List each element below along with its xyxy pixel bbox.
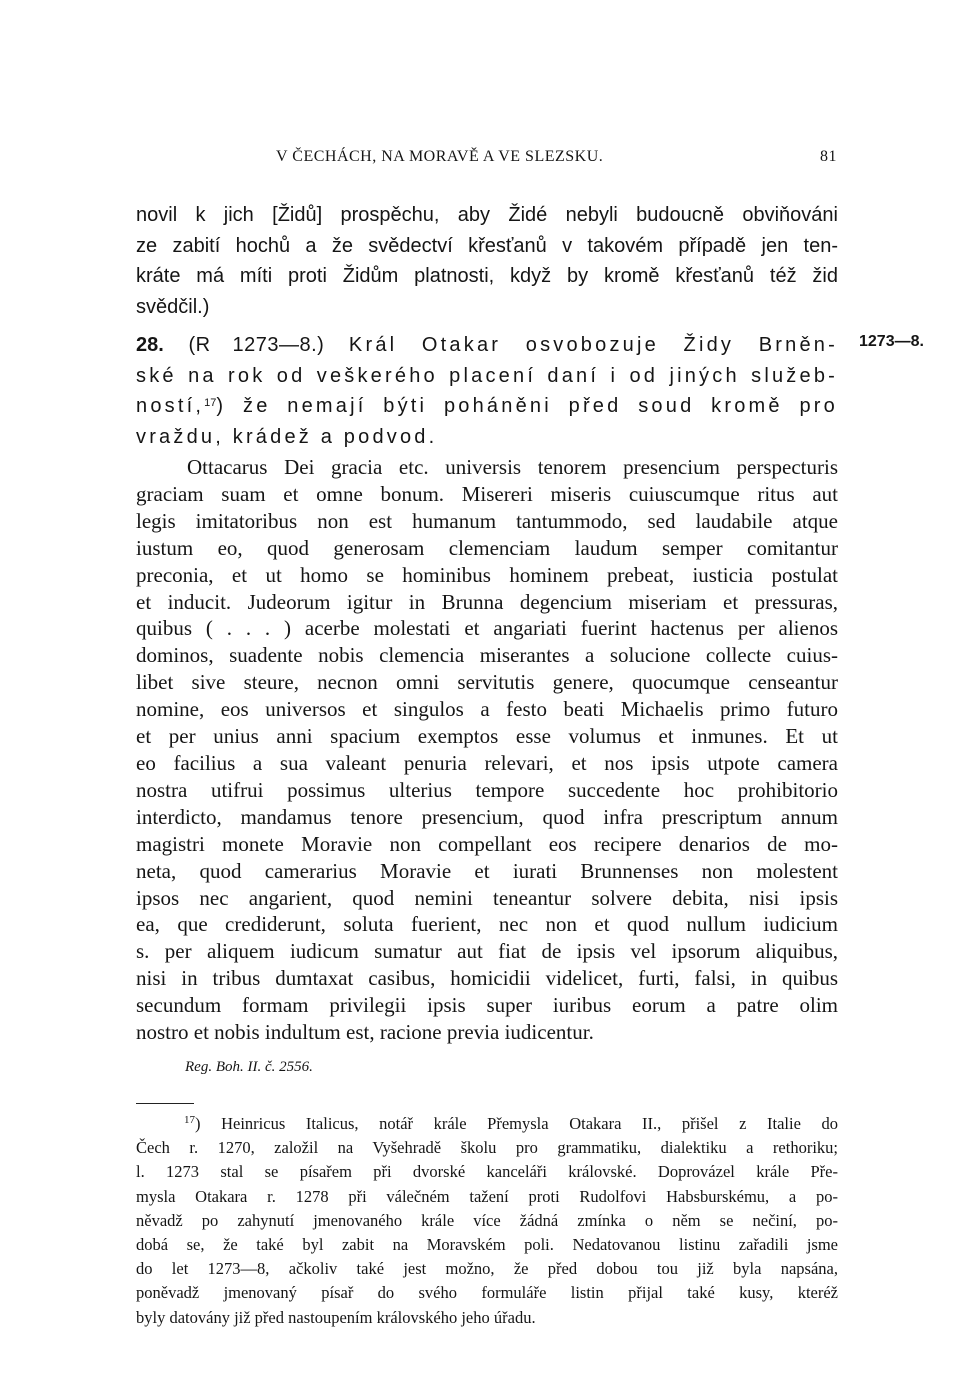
text-line: nisi in tribus dumtaxat casibus, homicidii videlicet, furti, falsi, in quibus	[136, 966, 838, 991]
text-line: svědčil.)	[136, 295, 210, 318]
footnote-line: do let 1273—8, ačkoliv také jest možno, že před dobou tou již byla napsána,	[136, 1259, 838, 1279]
regest-text: Král Otakar osvobozuje Židy Brněn-	[348, 334, 838, 356]
text-line: nostra utifrui possimus ulterius tempore succedente hoc prohibitorio	[136, 777, 838, 802]
footnote-line: poněvadž jmenovaný písař do svého formuláře listin přijal také kusy, kteréž	[136, 1283, 838, 1303]
text-line: s. per aliquem iudicum sumatur aut fiat de ipsis vel ipsorum aliquibus,	[136, 939, 838, 964]
margin-date: 1273—8.	[859, 333, 924, 350]
running-title: V ČECHÁCH, NA MORAVĚ A VE SLEZSKU.	[276, 148, 604, 165]
regest-reference: (R 1273—8.)	[188, 334, 325, 356]
text-line: novil k jich [Židů] prospěchu, aby Židé nebyli budoucně obviňováni	[136, 204, 838, 226]
footnote-ref: 17	[204, 397, 217, 409]
regest-text: ností,	[136, 395, 205, 417]
text-line: quibus ( . . . ) acerbe molestati et angariati fuerint hactenus per alienos	[136, 616, 838, 641]
latin-charter-text	[136, 454, 838, 1046]
text-line: Ottacarus Dei gracia etc. universis tenorem presencium perspecturis	[187, 455, 838, 479]
text-line: magistri monete Moravie non compellant eos recipere denarios de mo-	[136, 831, 838, 856]
intro-paragraph	[136, 200, 838, 322]
regest-number: 28.	[136, 334, 164, 356]
source-citation: Reg. Boh. II. č. 2556.	[185, 1059, 313, 1075]
text-line: kráte má míti proti Židům platnosti, když by kromě křesťanů též žid	[136, 265, 838, 287]
regest-text: ) že nemají býti poháněni před soud kromě pro	[216, 395, 838, 417]
text-line: graciam suam et omne bonum. Misereri miseris cuiuscumque ritus aut	[136, 481, 838, 506]
footnote-text: ) Heinricus Italicus, notář krále Přemysla Otakara II., přišel z Italie do	[195, 1114, 838, 1133]
footnote	[136, 1112, 838, 1330]
regest-line	[136, 391, 838, 422]
text-line: secundum formam privilegii ipsis super iuribus eorum a patre olim	[136, 993, 838, 1018]
text-line: ipsos nec angarient, quod nemini teneantur solvere debita, nisi ipsis	[136, 885, 838, 910]
footnote-divider	[136, 1103, 194, 1104]
text-line: nomine, eos universos et singulos a festo beati Michaelis primo futuro	[136, 697, 838, 722]
footnote-line: l. 1273 stal se písařem při dvorské kanceláři královské. Doprovázel krále Pře-	[136, 1162, 838, 1182]
regest-line: vraždu, krádež a podvod.	[136, 425, 438, 448]
regest-line: ské na rok od veškerého placení daní i od jiných služeb-	[136, 364, 838, 387]
footnote-line: něvadž po zahynutí jmenovaného krále více žádná zmínka o něm se nečiní, po-	[136, 1210, 838, 1230]
page-number: 81	[820, 148, 837, 165]
text-line: interdicto, mandamus tenore presencium, quod infra prescriptum annum	[136, 804, 838, 829]
text-line: dominos, suadente nobis clemencia miserantes a solucione collecte cuius-	[136, 643, 838, 668]
text-line: nostro et nobis indultum est, racione previa iudicentur.	[136, 1020, 594, 1045]
footnote-line: mysla Otakara r. 1278 při válečném tažení proti Rudolfovi Habsburskému, a po-	[136, 1186, 838, 1206]
text-line: legis imitatoribus non est humanum tantummodo, sed laudabile atque	[136, 508, 838, 533]
footnote-line: dobá se, že také byl zabit na Moravském poli. Nedatovanou listinu zařadili jsme	[136, 1235, 838, 1255]
regest-line	[136, 330, 838, 361]
footnote-line	[136, 1112, 838, 1136]
text-line: et per unius anni spacium exemptos esse volumus et inmunes. Et ut	[136, 724, 838, 749]
text-line: preconia, et ut homo se hominibus hominem prebeat, iusticia postulat	[136, 562, 838, 587]
regest-heading	[136, 330, 838, 452]
text-line: libet sive steure, necnon omni servitutis genere, quocumque censeantur	[136, 670, 838, 695]
text-line: ze zabití hochů a že svědectví křesťanů v takovém případě jen ten-	[136, 234, 838, 257]
text-line: eo facilius a sua valeant penuria relevari, et nos ipsis utpote camera	[136, 750, 838, 775]
footnote-marker: 17	[184, 1114, 195, 1126]
text-line: et inducit. Judeorum igitur in Brunna degencium miseriam et pressuras,	[136, 589, 838, 614]
text-line: ea, que crediderunt, soluta fuerient, nec non et quod nullum iudicium	[136, 912, 838, 937]
footnote-line: Čech r. 1270, založil na Vyšehradě školu pro grammatiku, dialektiku a rethoriku;	[136, 1138, 838, 1158]
text-line: neta, quod camerarius Moravie et iurati Brunnenses non molestent	[136, 858, 838, 883]
footnote-line: byly datovány již před nastoupením královského jeho úřadu.	[136, 1307, 536, 1327]
text-line: iustum eo, quod generosam clemenciam laudum semper comitantur	[136, 535, 838, 560]
